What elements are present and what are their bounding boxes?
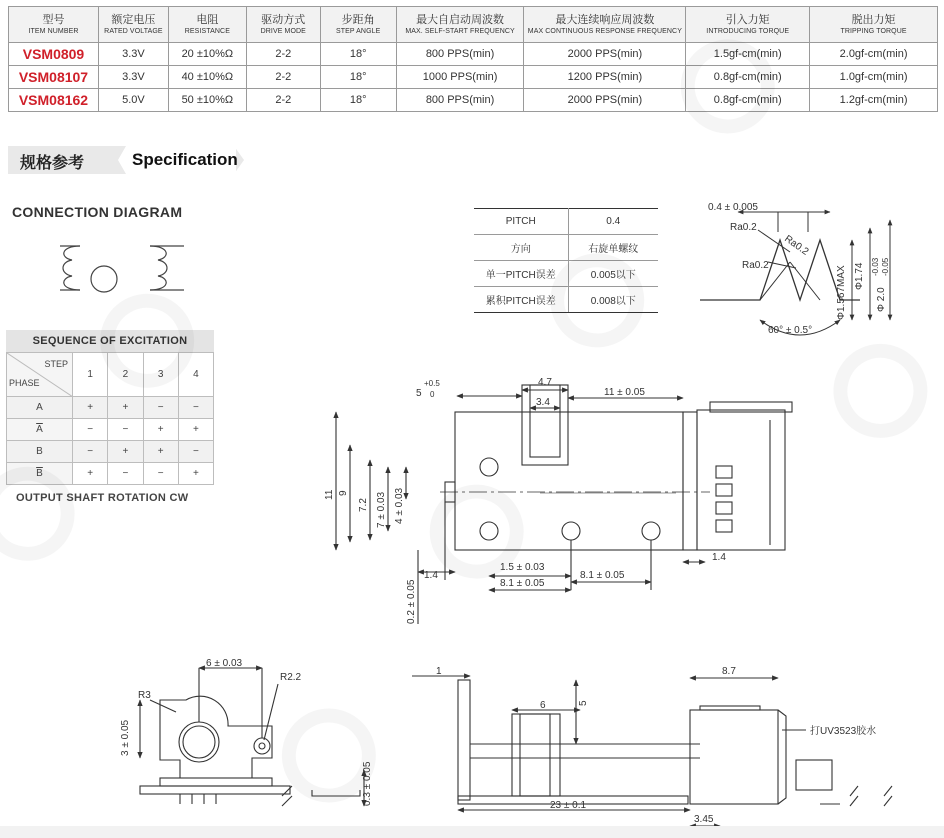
sequence-cell: − <box>108 463 143 485</box>
cell: 1200 PPS(min) <box>524 66 686 89</box>
dim-label: 11 ± 0.05 <box>604 387 645 398</box>
cell: 20 ±10%Ω <box>168 43 246 66</box>
sequence-cell: + <box>108 397 143 419</box>
cell: 18° <box>320 89 396 112</box>
dim-label: 1 <box>436 666 442 677</box>
sequence-cell: − <box>73 441 108 463</box>
dim-label: 5 <box>578 700 589 706</box>
header-drive-mode: 驱动方式 DRIVE MODE <box>246 7 320 43</box>
step-header: 1 <box>73 353 108 397</box>
sequence-cell: − <box>143 463 178 485</box>
sequence-cell: + <box>143 441 178 463</box>
cell: 2-2 <box>246 43 320 66</box>
pitch-key: 单一PITCH误差 <box>474 261 568 287</box>
pitch-value: 0.4 <box>568 209 658 235</box>
pitch-value: 0.005以下 <box>568 261 658 287</box>
step-label: STEP <box>44 359 68 369</box>
diameter-dim: Φ1.567MAX <box>836 265 847 320</box>
cell: 3.3V <box>98 66 168 89</box>
sequence-cell: − <box>73 419 108 441</box>
pitch-key: PITCH <box>474 209 568 235</box>
thread-pitch-dim: 0.4 ± 0.005 <box>708 202 758 213</box>
thread-angle-dim: 60° ± 0.5° <box>768 325 813 336</box>
cell: 2-2 <box>246 89 320 112</box>
banner-title-zh: 规格参考 <box>20 155 85 172</box>
dim-label: 3.4 <box>536 397 550 408</box>
roughness-label: Ra0.2 <box>730 222 757 233</box>
step-header: 2 <box>108 353 143 397</box>
sequence-cell: − <box>178 397 213 419</box>
dim-label: 8.1 ± 0.05 <box>500 578 545 589</box>
output-shaft-note: OUTPUT SHAFT ROTATION CW <box>16 492 189 504</box>
cell: 3.3V <box>98 43 168 66</box>
cell: 2-2 <box>246 66 320 89</box>
sequence-cell: + <box>178 463 213 485</box>
dim-label: 23 ± 0.1 <box>550 800 587 811</box>
phase-cell-text: $\overline{B}$ <box>36 468 43 479</box>
cell: 0.8gf-cm(min) <box>686 66 810 89</box>
header-self-start-freq: 最大自启动周波数 MAX. SELF-START FREQUENCY <box>396 7 524 43</box>
dim-label: 4 ± 0.03 <box>394 487 405 524</box>
sequence-cell: + <box>178 419 213 441</box>
sequence-title: SEQUENCE OF EXCITATION <box>6 330 214 352</box>
coil-diagram-icon <box>60 246 184 292</box>
step-header: 3 <box>143 353 178 397</box>
cell: 1000 PPS(min) <box>396 66 524 89</box>
phase-cell: B <box>7 441 73 463</box>
model-cell: VSM08107 <box>9 66 99 89</box>
cell: 1.0gf-cm(min) <box>810 66 938 89</box>
roughness-label: Ra0.2 <box>742 260 769 271</box>
glue-note: 打UV3523胶水 <box>810 726 877 737</box>
header-item-number: 型号 ITEM NUMBER <box>9 7 99 43</box>
dim-label: 11 <box>324 489 335 500</box>
sequence-cell: + <box>73 463 108 485</box>
cell: 800 PPS(min) <box>396 43 524 66</box>
cell: 18° <box>320 43 396 66</box>
roughness-label: Ra0.2 <box>782 233 811 258</box>
sequence-cell: − <box>143 397 178 419</box>
cell: 50 ±10%Ω <box>168 89 246 112</box>
dim-label: 8.7 <box>722 666 736 677</box>
sequence-cell: − <box>178 441 213 463</box>
sequence-cell: − <box>108 419 143 441</box>
page-footer-band <box>0 826 944 838</box>
header-step-angle: 步距角 STEP ANGLE <box>320 7 396 43</box>
dim-label: R2.2 <box>280 672 302 683</box>
step-header: 4 <box>178 353 213 397</box>
dim-label: 3.45 <box>694 814 714 825</box>
header-resistance: 电阻 RESISTANCE <box>168 7 246 43</box>
dim-tol: +0.5 <box>424 379 440 388</box>
dim-label: 3 ± 0.05 <box>120 719 131 756</box>
cell: 1.5gf-cm(min) <box>686 43 810 66</box>
dim-label: 4.7 <box>538 377 552 388</box>
dim-label: 1.4 <box>712 552 726 563</box>
diameter-tol: -0.05 <box>881 257 890 276</box>
dim-label: 9 <box>338 490 349 496</box>
cell: 2.0gf-cm(min) <box>810 43 938 66</box>
dim-label: 7.2 <box>358 498 369 512</box>
header-introducing-torque: 引入力矩 INTRODUCING TORQUE <box>686 7 810 43</box>
model-cell: VSM08162 <box>9 89 99 112</box>
sequence-cell: + <box>143 419 178 441</box>
cell: 2000 PPS(min) <box>524 89 686 112</box>
dim-label: 6 <box>540 700 546 711</box>
cell: 800 PPS(min) <box>396 89 524 112</box>
diameter-dim: Φ 2.0 <box>876 287 887 312</box>
diameter-tol: -0.03 <box>871 257 880 276</box>
header-rated-voltage: 额定电压 RATED VOLTAGE <box>98 7 168 43</box>
sequence-cell: + <box>108 441 143 463</box>
diameter-dim: Φ1.74 <box>854 262 865 290</box>
banner-title-en: Specification <box>132 150 238 169</box>
sequence-cell: + <box>73 397 108 419</box>
pitch-value: 右旋单螺纹 <box>568 235 658 261</box>
dim-label: 8.1 ± 0.05 <box>580 570 625 581</box>
phase-cell: A <box>7 397 73 419</box>
cell: 18° <box>320 66 396 89</box>
motor-side-view <box>140 668 364 806</box>
dim-label: 0.3 ± 0.05 <box>362 761 373 806</box>
phase-label: PHASE <box>9 378 40 388</box>
cell: 2000 PPS(min) <box>524 43 686 66</box>
dim-label: 1.4 <box>424 570 438 581</box>
header-tripping-torque: 脱出力矩 TRIPPING TORQUE <box>810 7 938 43</box>
dim-label: 6 ± 0.03 <box>206 658 243 669</box>
pitch-key: 方向 <box>474 235 568 261</box>
dim-label: 7 ± 0.03 <box>376 491 387 528</box>
pitch-value: 0.008以下 <box>568 287 658 313</box>
cell: 40 ±10%Ω <box>168 66 246 89</box>
cell: 1.2gf-cm(min) <box>810 89 938 112</box>
motor-top-view <box>412 676 892 826</box>
header-continuous-freq: 最大连续响应周波数 MAX CONTINUOUS RESPONSE FREQUENCY <box>524 7 686 43</box>
pitch-key: 累积PITCH误差 <box>474 287 568 313</box>
dim-label: 1.5 ± 0.03 <box>500 562 545 573</box>
phase-cell-text: $\overline{A}$ <box>36 424 43 435</box>
cell: 5.0V <box>98 89 168 112</box>
dim-label: 0.2 ± 0.05 <box>406 579 417 624</box>
dim-tol: 0 <box>430 390 435 399</box>
connection-diagram-title: CONNECTION DIAGRAM <box>12 204 183 220</box>
dim-label: 5 <box>416 388 422 399</box>
model-cell: VSM0809 <box>9 43 99 66</box>
cell: 0.8gf-cm(min) <box>686 89 810 112</box>
dim-label: R3 <box>138 690 151 701</box>
